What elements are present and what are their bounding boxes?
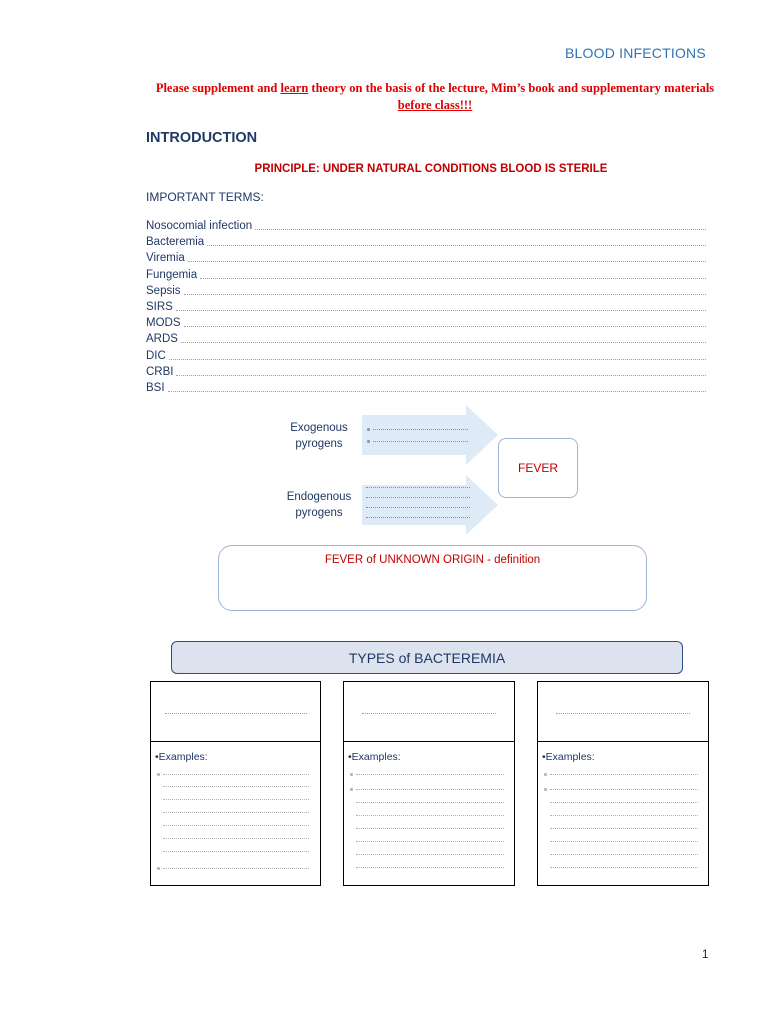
term-row: BSI xyxy=(146,380,706,396)
type-name-area xyxy=(538,682,708,742)
term-row: Bacteremia xyxy=(146,234,706,250)
terms-list xyxy=(146,218,706,396)
page-number: 1 xyxy=(702,949,709,961)
type-name-area xyxy=(151,682,320,742)
introduction-heading: INTRODUCTION xyxy=(146,130,258,146)
term-row: DIC xyxy=(146,348,706,364)
examples-label: •Examples: xyxy=(155,751,208,763)
exogenous-pyrogens-label: Exogenous pyrogens xyxy=(290,422,348,450)
fuo-definition-box xyxy=(218,545,647,611)
examples-label: •Examples: xyxy=(542,751,595,763)
exogenous-arrow xyxy=(362,405,498,465)
term-row: Sepsis xyxy=(146,283,706,299)
type-name-area xyxy=(344,682,514,742)
document-header-title: BLOOD INFECTIONS xyxy=(565,45,706,61)
endogenous-arrow xyxy=(362,475,498,535)
study-notice: Please supplement and learn theory on the basis of the lecture, Mim’s book and supplementary materials before class!!! xyxy=(155,81,715,112)
term-row: Nosocomial infection xyxy=(146,218,706,234)
important-terms-heading: IMPORTANT TERMS: xyxy=(146,190,264,204)
bacteremia-type-box-3 xyxy=(537,681,709,886)
term-row: Fungemia xyxy=(146,267,706,283)
fuo-definition-label: FEVER of UNKNOWN ORIGIN - definition xyxy=(324,554,541,566)
term-row: CRBI xyxy=(146,364,706,380)
term-row: ARDS xyxy=(146,331,706,347)
term-row: MODS xyxy=(146,315,706,331)
bacteremia-type-box-2 xyxy=(343,681,515,886)
types-of-bacteremia-header: TYPES of BACTEREMIA xyxy=(171,641,683,674)
term-row: Viremia xyxy=(146,250,706,266)
endogenous-pyrogens-label: Endogenous pyrogens xyxy=(286,491,352,519)
fever-box: FEVER xyxy=(498,438,578,498)
examples-label: •Examples: xyxy=(348,751,401,763)
bacteremia-type-box-1 xyxy=(150,681,321,886)
principle-statement: PRINCIPLE: UNDER NATURAL CONDITIONS BLOOD IS STERILE xyxy=(254,163,608,175)
term-row: SIRS xyxy=(146,299,706,315)
